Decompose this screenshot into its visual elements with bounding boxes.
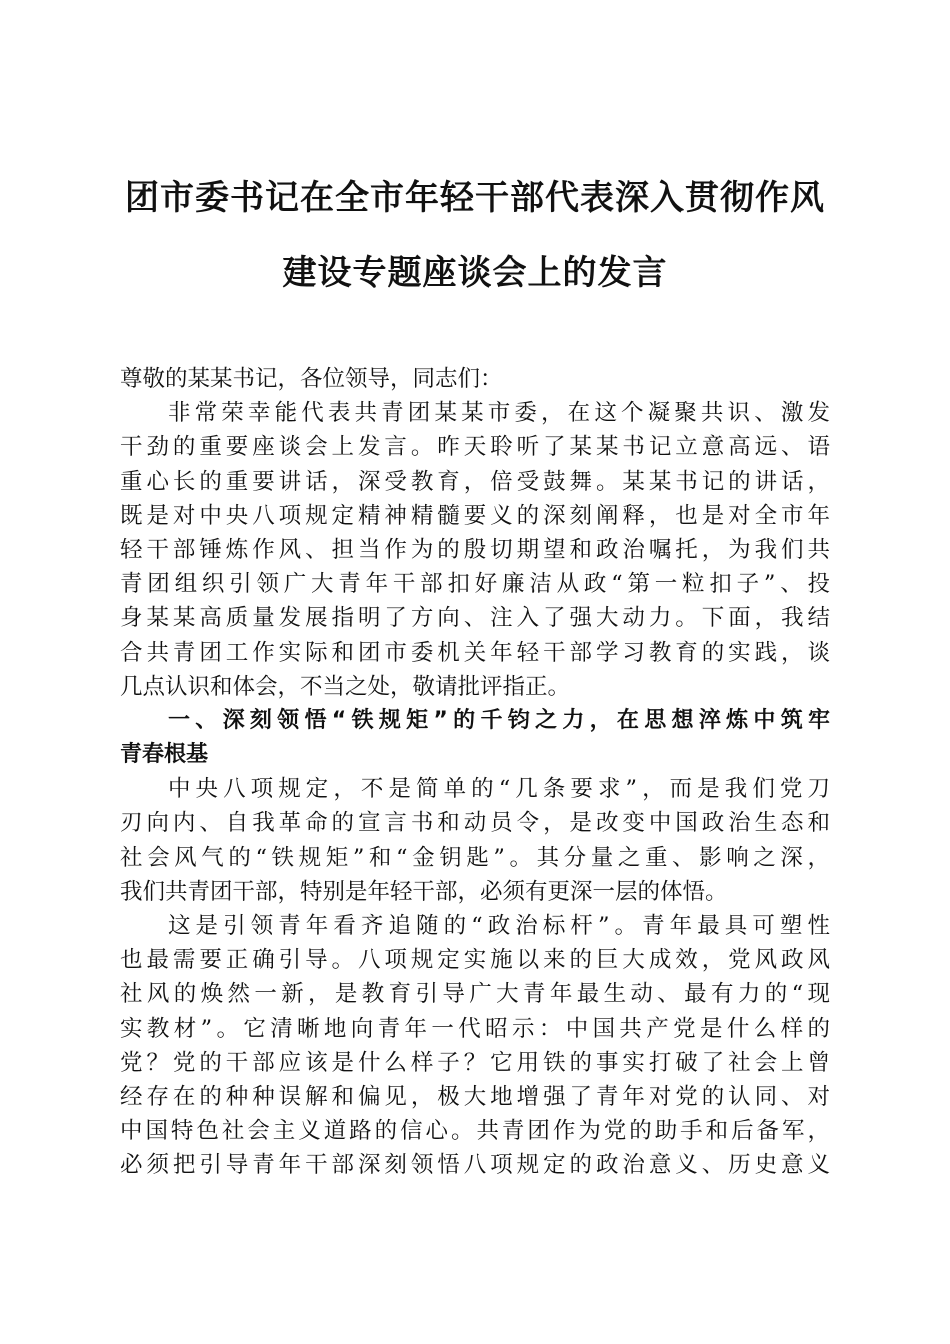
paragraph-line: 重心长的重要讲话，深受教育，倍受鼓舞。某某书记的讲话， (120, 468, 830, 495)
document-title-line-2: 建设专题座谈会上的发言 (282, 253, 668, 293)
paragraph-line: 轻干部锤炼作风、担当作为的殷切期望和政治嘱托，为我们共 (120, 536, 830, 563)
paragraph-line: 中国特色社会主义道路的信心。共青团作为党的助手和后备军， (120, 1118, 830, 1145)
section-heading-line: 一、深刻领悟“铁规矩”的千钧之力，在思想淬炼中筑牢 (168, 707, 830, 733)
paragraph-intro (120, 396, 830, 704)
paragraph-line: 青团组织引领广大青年干部扣好廉洁从政“第一粒扣子”、投 (120, 571, 830, 598)
paragraph-line: 也最需要正确引导。八项规定实施以来的巨大成效，党风政风 (120, 947, 830, 974)
paragraph-line: 身某某高质量发展指明了方向、注入了强大动力。下面，我结 (120, 605, 830, 632)
paragraph-line: 既是对中央八项规定精神精髓要义的深刻阐释，也是对全市年 (120, 502, 830, 529)
paragraph-line: 几点认识和体会，不当之处，敬请批评指正。 (120, 673, 571, 700)
paragraph-line: 社会风气的“铁规矩”和“金钥匙”。其分量之重、影响之深， (120, 844, 830, 871)
paragraph-line: 经存在的种种误解和偏见，极大地增强了青年对党的认同、对 (120, 1083, 830, 1110)
section-heading-1 (120, 704, 830, 772)
paragraph-section1-1 (120, 772, 830, 909)
paragraph-line: 合共青团工作实际和团市委机关年轻干部学习教育的实践，谈 (120, 639, 830, 666)
section-heading-line: 青春根基 (120, 742, 209, 768)
paragraph-section1-2 (120, 909, 830, 1183)
paragraph-line: 这是引领青年看齐追随的“政治标杆”。青年最具可塑性 (168, 913, 830, 939)
paragraph-line: 实教材”。它清晰地向青年一代昭示：中国共产党是什么样的 (120, 1015, 830, 1042)
paragraph-line: 中央八项规定，不是简单的“几条要求”，而是我们党刀 (168, 776, 830, 803)
document-body (120, 362, 830, 1183)
paragraph-line: 党？党的干部应该是什么样子？它用铁的事实打破了社会上曾 (120, 1049, 830, 1076)
paragraph-line: 非常荣幸能代表共青团某某市委，在这个凝聚共识、激发 (168, 400, 830, 427)
paragraph-line: 社风的焕然一新，是教育引导广大青年最生动、最有力的“现 (120, 981, 830, 1008)
document-title-line-1: 团市委书记在全市年轻干部代表深入贯彻作风 (125, 178, 825, 218)
paragraph-line: 干劲的重要座谈会上发言。昨天聆听了某某书记立意高远、语 (120, 434, 830, 461)
paragraph-line: 必须把引导青年干部深刻领悟八项规定的政治意义、历史意义 (120, 1152, 830, 1179)
paragraph-line: 刃向内、自我革命的宣言书和动员令，是改变中国政治生态和 (120, 810, 830, 837)
paragraph-line: 我们共青团干部，特别是年轻干部，必须有更深一层的体悟。 (120, 878, 728, 905)
salutation: 尊敬的某某书记，各位领导，同志们： (120, 366, 503, 392)
